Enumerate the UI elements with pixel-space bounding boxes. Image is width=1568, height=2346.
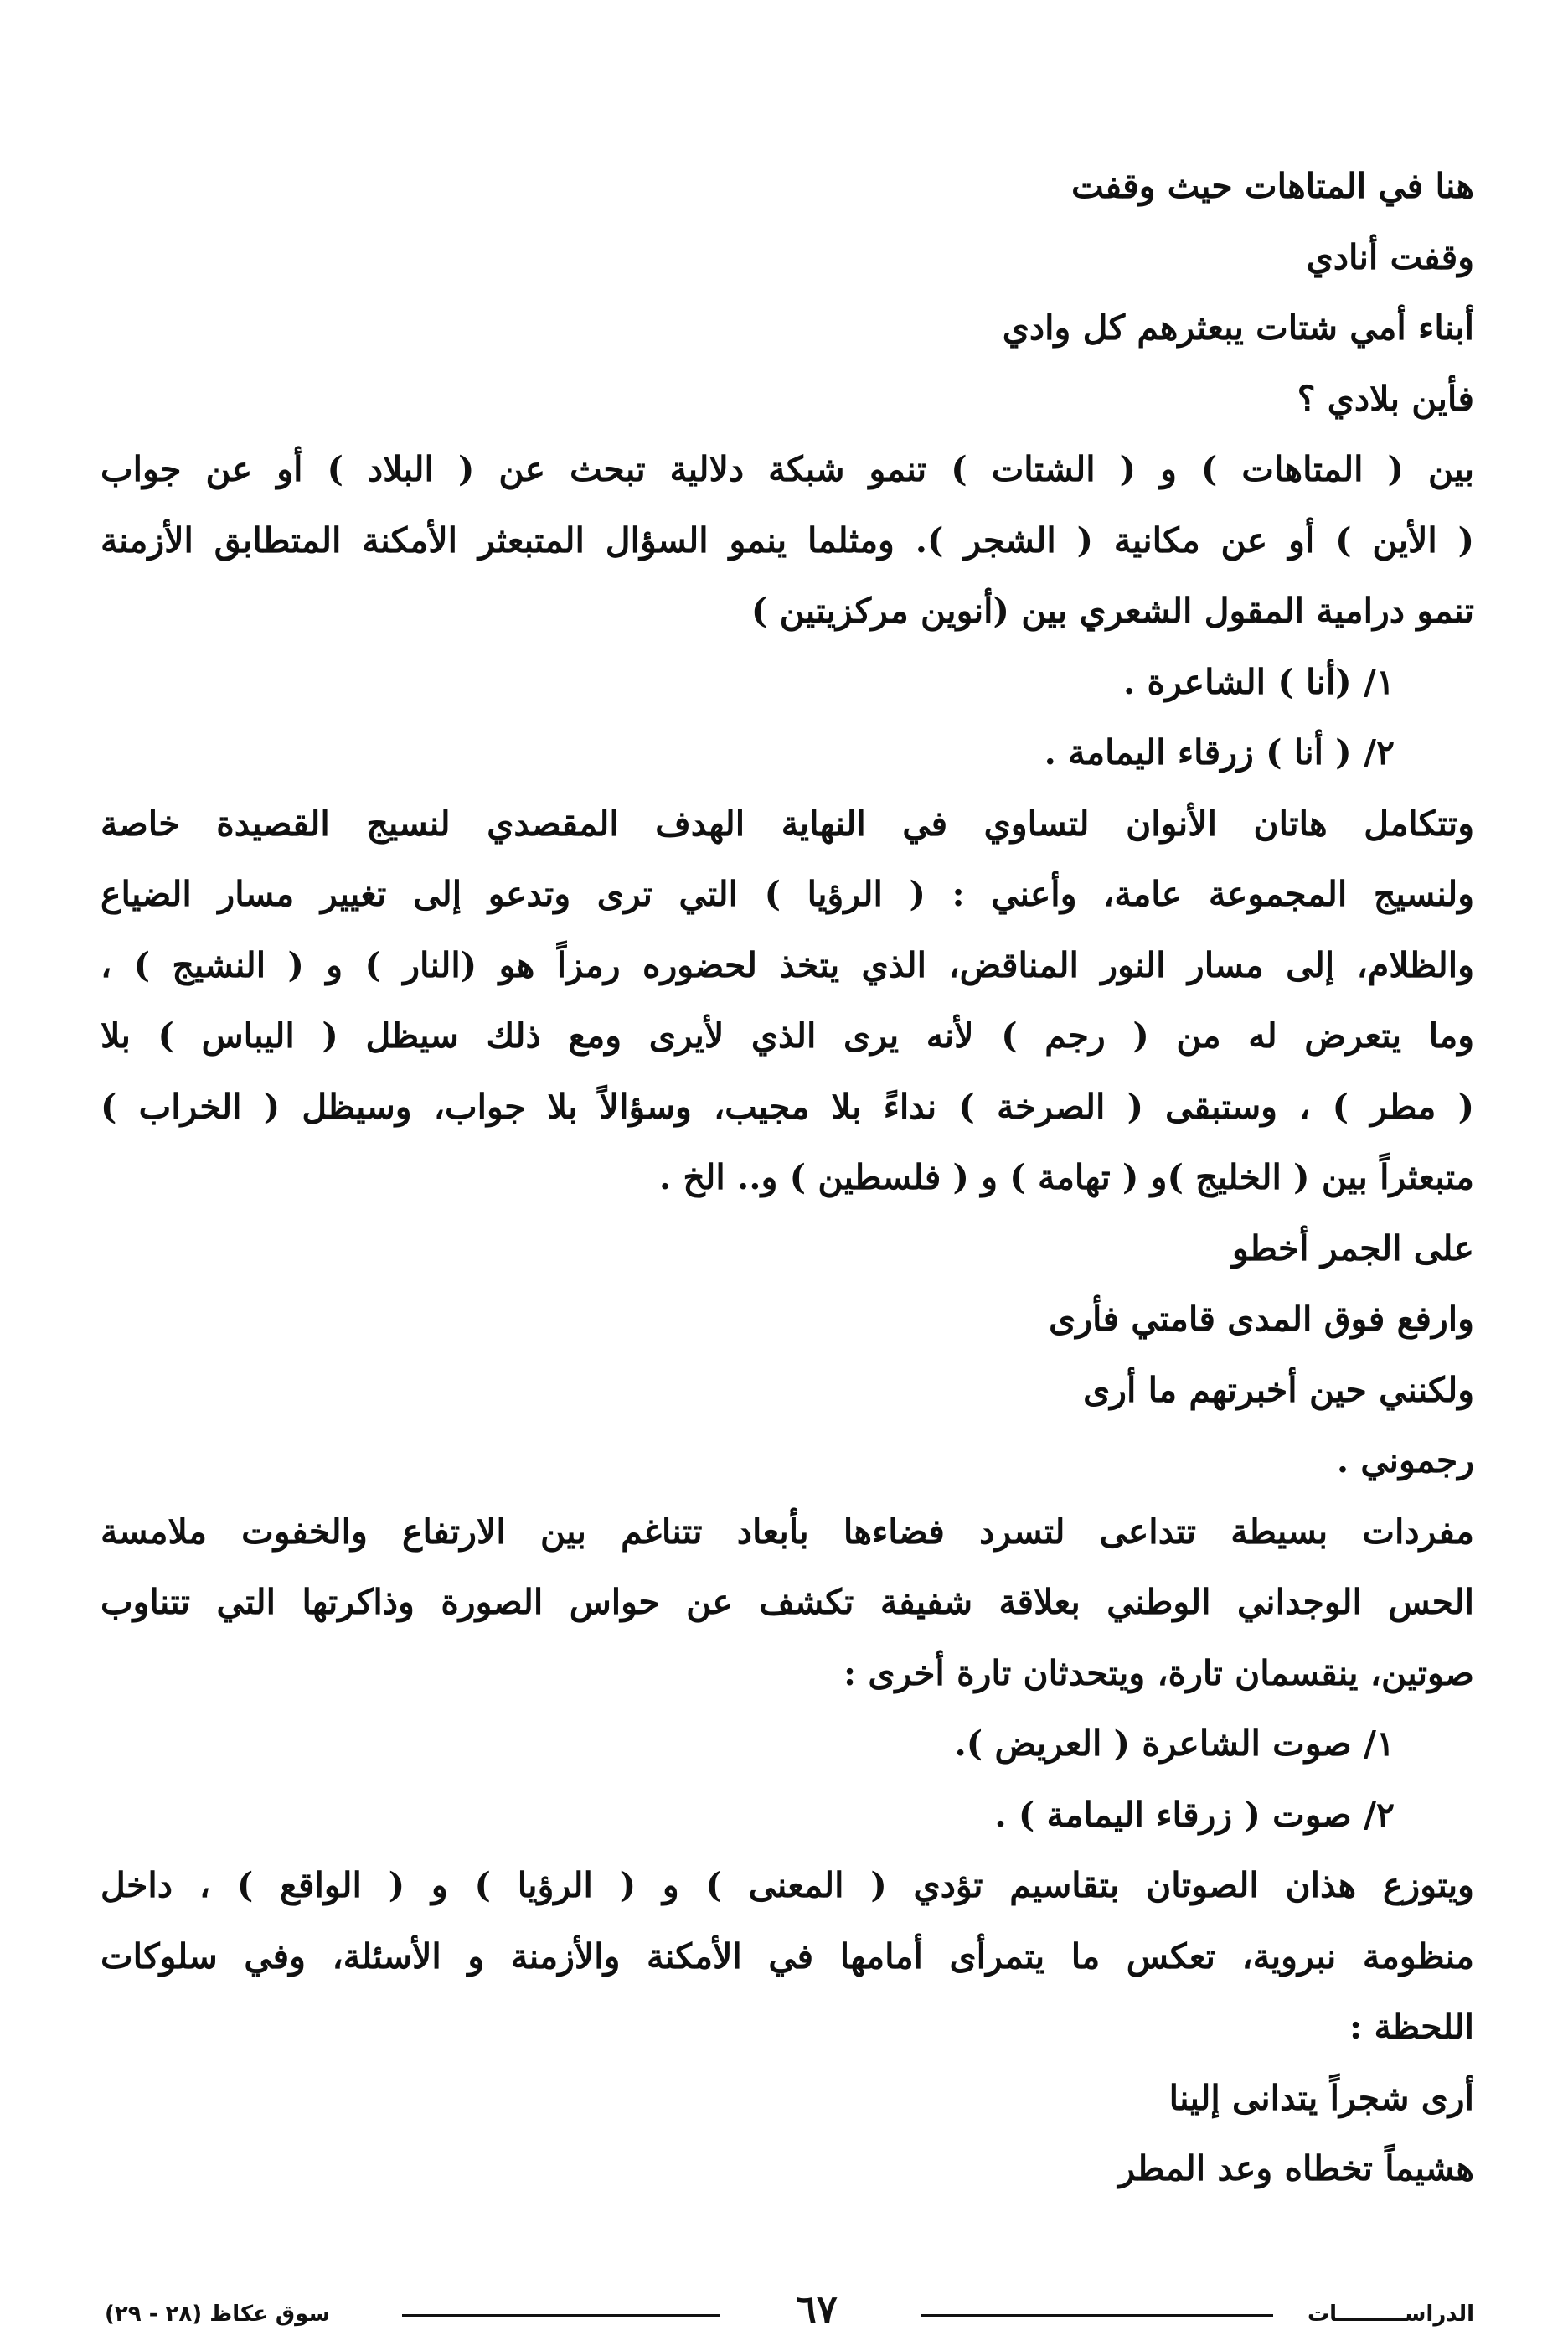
body-text bbox=[101, 151, 1474, 2204]
journal-title: سوق عكاظ (٢٨ - ٢٩) bbox=[105, 2302, 331, 2327]
footer-rule bbox=[921, 2314, 1273, 2317]
poem-line: أرى شجراً يتدانى إلينا bbox=[1168, 2077, 1474, 2118]
paragraph-line: مفردات بسيطة تتداعى لتسرد فضاءها بأبعاد تتناغم بين الارتفاع والخفوت ملامسة bbox=[101, 1511, 1474, 1552]
poem-line: هنا في المتاهات حيث وقفت bbox=[1071, 166, 1474, 206]
poem-line: أبناء أمي شتات يبعثرهم كل وادي bbox=[1002, 307, 1474, 348]
paragraph-line: اللحظة : bbox=[1349, 2007, 1474, 2047]
poem-line: على الجمر أخطو bbox=[1232, 1227, 1474, 1269]
list-item: ٢/ ( أنا ) زرقاء اليمامة . bbox=[1044, 732, 1395, 773]
poem-line: هشيماً تخطاه وعد المطر bbox=[1118, 2148, 1474, 2188]
paragraph-line: صوتين، ينقسمان تارة، ويتحدثان تارة أخرى : bbox=[843, 1652, 1474, 1693]
paragraph-line: والظلام، إلى مسار النور المناقض، الذي يتخذ لحضوره رمزاً هو (النار ) و ( النشيج ) ، bbox=[101, 944, 1474, 985]
list-item: ١/ (أنا ) الشاعرة . bbox=[1123, 661, 1395, 702]
page-number: ٦٧ bbox=[796, 2287, 838, 2332]
paragraph-line: الحس الوجداني الوطني بعلاقة شفيفة تكشف عن حواس الصورة وذاكرتها التي تتناوب bbox=[101, 1582, 1474, 1622]
poem-line: وارفع فوق المدى قامتي فأرى bbox=[1049, 1299, 1474, 1339]
list-item: ١/ صوت الشاعرة ( العريض ). bbox=[954, 1723, 1395, 1764]
poem-line: فأين بلادي ؟ bbox=[1297, 378, 1474, 419]
paragraph-line: وما يتعرض له من ( رجم ) لأنه يرى الذي لأيرى ومع ذلك سيظل ( اليباس ) بلا bbox=[101, 1015, 1474, 1056]
poem-line: رجموني . bbox=[1336, 1440, 1474, 1480]
paragraph-line: ولنسيج المجموعة عامة، وأعني : ( الرؤيا ) التي ترى وتدعو إلى تغيير مسار الضياع bbox=[101, 874, 1474, 914]
page-footer bbox=[105, 2287, 1474, 2342]
section-title: الدراســـــــــات bbox=[1307, 2302, 1474, 2327]
paragraph-line: ( الأين ) أو عن مكانية ( الشجر ). ومثلما ينمو السؤال المتبعثر الأمكنة المتطابق الأزمنة bbox=[101, 519, 1474, 561]
paragraph-line: ويتوزع هذان الصوتان بتقاسيم تؤدي ( المعنى ) و ( الرؤيا ) و ( الواقع ) ، داخل bbox=[101, 1865, 1474, 1905]
paragraph-line: بين ( المتاهات ) و ( الشتات ) تنمو شبكة دلالية تبحث عن ( البلاد ) أو عن جواب bbox=[101, 449, 1474, 489]
poem-line: وقفت أنادي bbox=[1306, 236, 1474, 277]
paragraph-line: وتتكامل هاتان الأنوان لتساوي في النهاية الهدف المقصدي لنسيج القصيدة خاصة bbox=[101, 803, 1474, 844]
paragraph-line: تنمو درامية المقول الشعري بين (أنوين مركزيتين ) bbox=[750, 591, 1474, 631]
footer-rule bbox=[402, 2314, 720, 2317]
paragraph-line: ( مطر ) ، وستبقى ( الصرخة ) نداءً بلا مجيب، وسؤالاً بلا جواب، وسيظل ( الخراب ) bbox=[101, 1086, 1474, 1127]
poem-line: ولكنني حين أخبرتهم ما أرى bbox=[1083, 1369, 1474, 1410]
paragraph-line: متبعثراً بين ( الخليج )و ( تهامة ) و ( فلسطين ) و.. الخ . bbox=[658, 1157, 1474, 1197]
list-item: ٢/ صوت ( زرقاء اليمامة ) . bbox=[994, 1794, 1395, 1835]
paragraph-line: منظومة نبروية، تعكس ما يتمرأى أمامها في الأمكنة والأزمنة و الأسئلة، وفي سلوكات bbox=[101, 1935, 1474, 1977]
